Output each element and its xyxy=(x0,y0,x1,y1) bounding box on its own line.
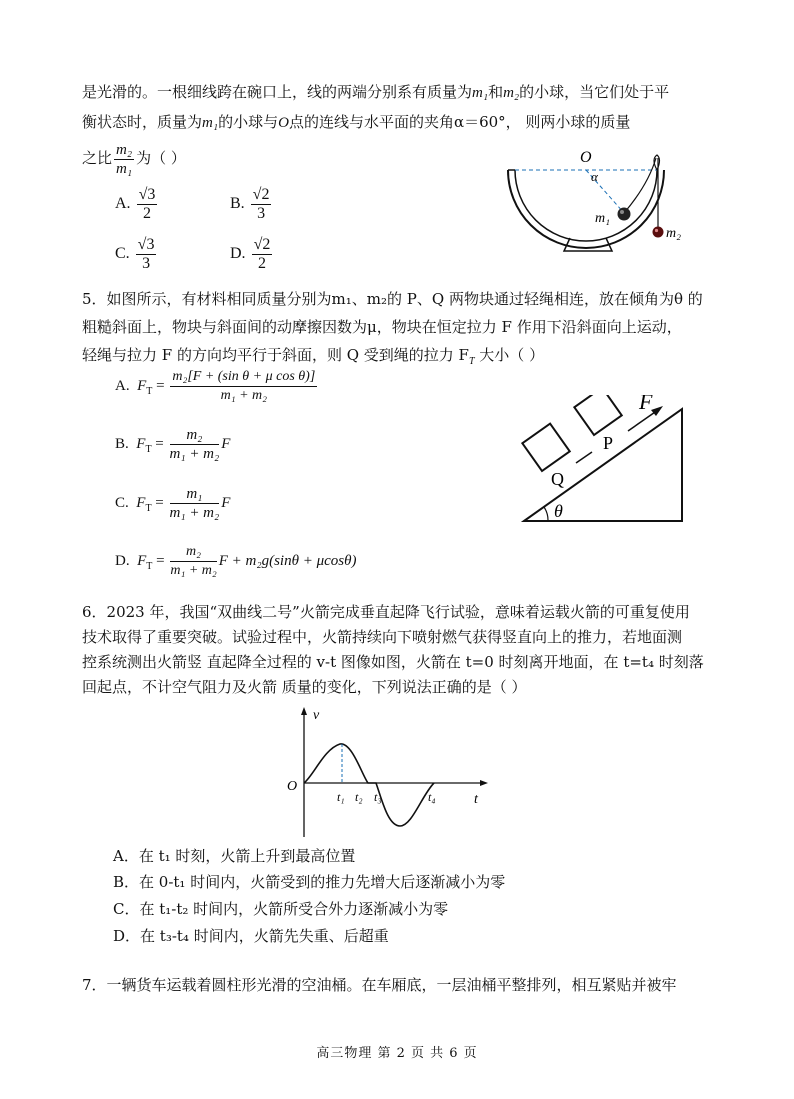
rope xyxy=(576,452,592,463)
label-theta: θ xyxy=(554,501,563,521)
q6-line-3: 控系统测出火箭竖 直起降全过程的 v-t 图像如图，火箭在 t=0 时刻离开地面，在 t=t₄ 时刻落 xyxy=(82,653,704,671)
string-inner xyxy=(624,158,656,213)
q5-line-3: 轻绳与拉力 F 的方向均平行于斜面，则 Q 受到绳的拉力 $F_T$ 大小（ ） xyxy=(82,346,545,367)
label-alpha: α xyxy=(591,169,598,184)
q5-line-1: 5．如图所示，有材料相同质量分别为m₁、m₂的 P、Q 两物块通过轻绳相连，放在倾角为θ 的 xyxy=(82,290,703,308)
q4-option-d: D. $\frac{√2}{2}$ xyxy=(230,236,271,272)
label-t2: t₂ xyxy=(355,790,363,804)
ball-m1 xyxy=(618,208,631,221)
q6-option-c: C．在 t₁-t₂ 时间内，火箭所受合外力逐渐减小为零 xyxy=(113,900,449,918)
bowl-outer xyxy=(508,170,664,248)
label-m2: m₂ xyxy=(666,226,681,241)
page-footer: 高三物理 第 2 页 共 6 页 xyxy=(316,1046,478,1061)
label-m1: m₁ xyxy=(595,211,610,226)
q7-line-1: 7．一辆货车运载着圆柱形光滑的空油桶。在车厢底，一层油桶平整排列，相互紧贴并被牢 xyxy=(82,976,677,994)
q5-option-d: D. $F_T$ = $\frac{\text{m₂}}{\text{m₁ + m₂}}$ F + m₂g(sinθ + μcosθ) xyxy=(115,544,357,578)
label-P: P xyxy=(603,433,614,453)
q6-line-1: 6．2023 年，我国“双曲线二号”火箭完成垂直起降飞行试验，意味着运载火箭的可重复使用 xyxy=(82,603,690,621)
label-t: t xyxy=(474,792,478,807)
q6-line-2: 技术取得了重要突破。试验过程中，火箭持续向下喷射燃气获得竖直向上的推力，若地面测 xyxy=(82,628,683,646)
vt-graph xyxy=(284,705,494,840)
label-Q: Q xyxy=(551,469,564,489)
incline-figure xyxy=(520,395,700,525)
q6-line-4: 回起点，不计空气阻力及火箭 质量的变化，下列说法正确的是（ ） xyxy=(82,678,527,696)
block-P xyxy=(574,395,621,435)
q4-line-1: 是光滑的。一根细线跨在碗口上，线的两端分别系有质量为m₁和m₂的小球，当它们处于平 xyxy=(82,83,670,101)
q4-option-a: A. $\frac{√3}{2}$ xyxy=(115,186,156,222)
label-t1: t₁ xyxy=(337,790,345,804)
q6-option-b: B．在 0-t₁ 时间内，火箭受到的推力先增大后逐渐减小为零 xyxy=(113,873,506,891)
label-t4: t₄ xyxy=(428,790,436,804)
q5-option-a: A. $F_T$ = $\frac{\text{m₂[F + (sin θ + μ cos θ)]}}{\text{m₁ + m₂}}$ xyxy=(115,369,316,403)
q5-option-b: B. $F_T$ = $\frac{\text{m₂}}{\text{m₁ + m₂}}$ F xyxy=(115,427,231,462)
block-Q xyxy=(522,424,569,471)
velocity-curve xyxy=(304,744,434,826)
q4-line-3: 之比 $\frac{\text{m₂}}{\text{m₁}}$ 为（ ） xyxy=(82,141,186,177)
label-F: F xyxy=(639,395,653,414)
label-t3: t₃ xyxy=(374,790,382,804)
bowl-figure xyxy=(498,145,708,257)
q6-option-a: A．在 t₁ 时刻，火箭上升到最高位置 xyxy=(113,847,356,865)
q4-option-c: C. $\frac{√3}{3}$ xyxy=(115,236,155,272)
q5-line-2: 粗糙斜面上，物块与斜面间的动摩擦因数为μ，物块在恒定拉力 F 作用下沿斜面向上运动， xyxy=(82,318,682,336)
q4-option-b: B. $\frac{√2}{3}$ xyxy=(230,186,270,222)
mass-ratio-fraction: $\frac{\text{m₂}}{\text{m₁}}$ xyxy=(116,141,133,177)
label-O: O xyxy=(580,149,592,166)
q6-option-d: D．在 t₃-t₄ 时间内，火箭先失重、后超重 xyxy=(113,927,389,945)
ball-m2 xyxy=(653,227,664,238)
label-v: v xyxy=(313,708,320,723)
q5-option-c: C. $F_T$ = $\frac{\text{m₁}}{\text{m₁ + m₂}}$ F xyxy=(115,486,231,521)
label-origin: O xyxy=(287,779,298,794)
q4-line-2: 衡状态时，质量为m₁的小球与O点的连线与水平面的夹角α＝60°， 则两小球的质量 xyxy=(82,113,631,131)
